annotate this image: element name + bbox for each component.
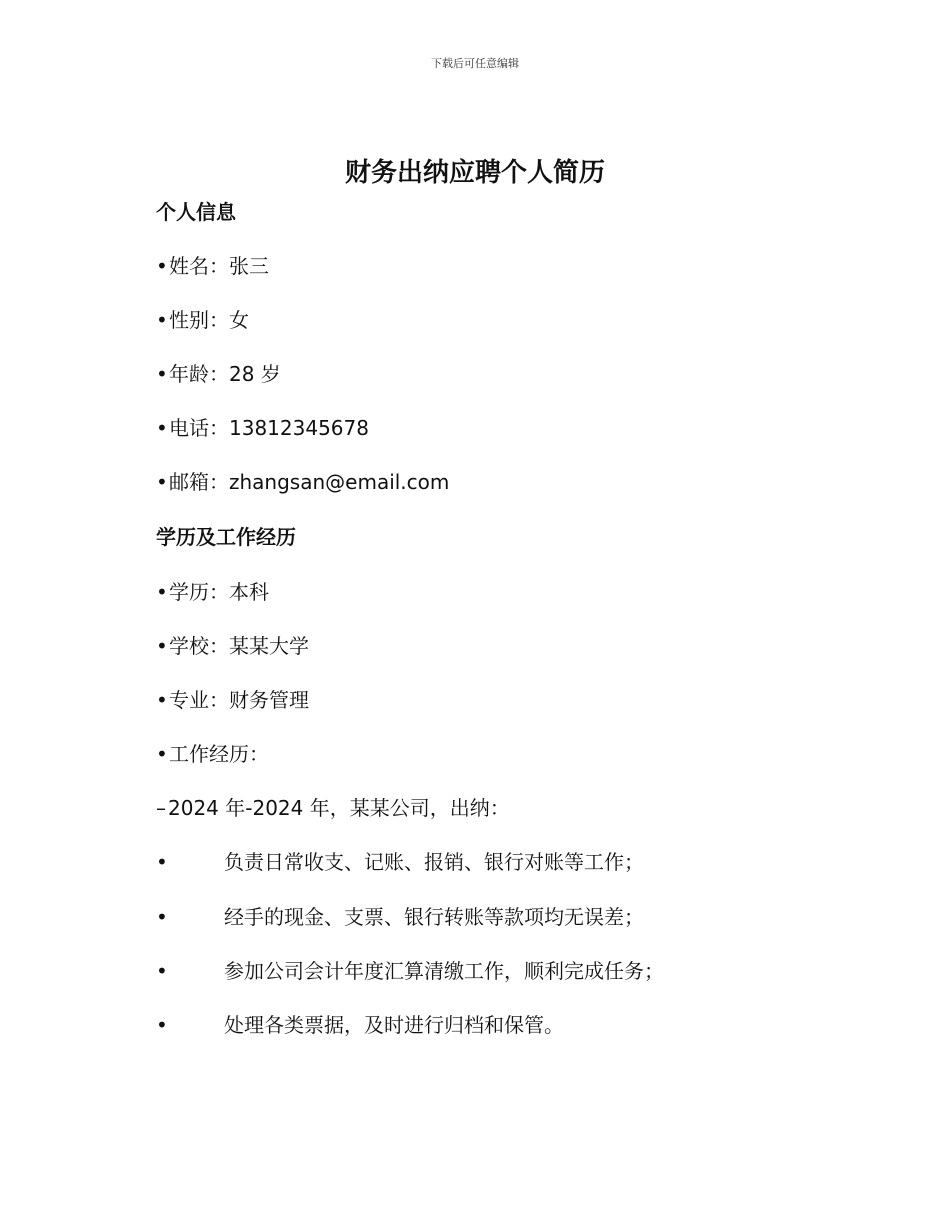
task-item-text: 参加公司会计年度汇算清缴工作，顺利完成任务； xyxy=(224,959,664,983)
bullet-icon: • xyxy=(156,634,168,658)
bullet-icon: • xyxy=(156,254,168,278)
task-item xyxy=(156,1011,564,1039)
bullet-icon: • xyxy=(156,416,168,440)
job-entry-text: 2024 年-2024 年，某某公司，出纳： xyxy=(168,796,510,820)
personal-item-name xyxy=(156,252,269,280)
personal-item-text: 姓名：张三 xyxy=(169,254,269,278)
personal-item-age xyxy=(156,360,281,388)
section-heading-education: 学历及工作经历 xyxy=(156,525,296,549)
job-entry xyxy=(156,794,510,822)
bullet-icon: • xyxy=(156,688,168,712)
page-title: 财务出纳应聘个人简历 xyxy=(344,158,605,188)
education-item-text: 学校：某某大学 xyxy=(169,634,309,658)
task-item-text: 处理各类票据，及时进行归档和保管。 xyxy=(224,1013,564,1037)
task-item-text: 经手的现金、支票、银行转账等款项均无误差； xyxy=(224,905,644,929)
task-item-text: 负责日常收支、记账、报销、银行对账等工作； xyxy=(224,850,644,874)
dash-icon: – xyxy=(156,796,166,820)
bullet-icon: • xyxy=(156,308,168,332)
education-item-text: 专业：财务管理 xyxy=(169,688,309,712)
bullet-icon: • xyxy=(156,362,168,386)
personal-item-text: 年龄：28 岁 xyxy=(169,362,281,386)
bullet-icon: • xyxy=(156,959,168,983)
header-note: 下载后可任意编辑 xyxy=(431,57,519,70)
education-item-degree xyxy=(156,578,269,606)
education-item-text: 学历：本科 xyxy=(169,580,269,604)
bullet-icon: • xyxy=(156,1013,168,1037)
bullet-icon: • xyxy=(156,742,168,766)
personal-item-phone xyxy=(156,414,369,442)
task-item xyxy=(156,957,664,985)
task-item xyxy=(156,903,644,931)
education-item-major xyxy=(156,686,309,714)
education-item-text: 工作经历： xyxy=(169,742,269,766)
bullet-icon: • xyxy=(156,905,168,929)
education-item-work xyxy=(156,740,269,768)
bullet-icon: • xyxy=(156,580,168,604)
bullet-icon: • xyxy=(156,850,168,874)
personal-item-text: 电话：13812345678 xyxy=(169,416,369,440)
personal-item-gender xyxy=(156,306,249,334)
bullet-icon: • xyxy=(156,470,168,494)
personal-item-email xyxy=(156,468,449,496)
education-item-school xyxy=(156,632,309,660)
section-heading-personal: 个人信息 xyxy=(156,200,236,224)
task-item xyxy=(156,848,644,876)
personal-item-text: 邮箱：zhangsan@email.com xyxy=(169,470,450,494)
personal-item-text: 性别：女 xyxy=(169,308,249,332)
